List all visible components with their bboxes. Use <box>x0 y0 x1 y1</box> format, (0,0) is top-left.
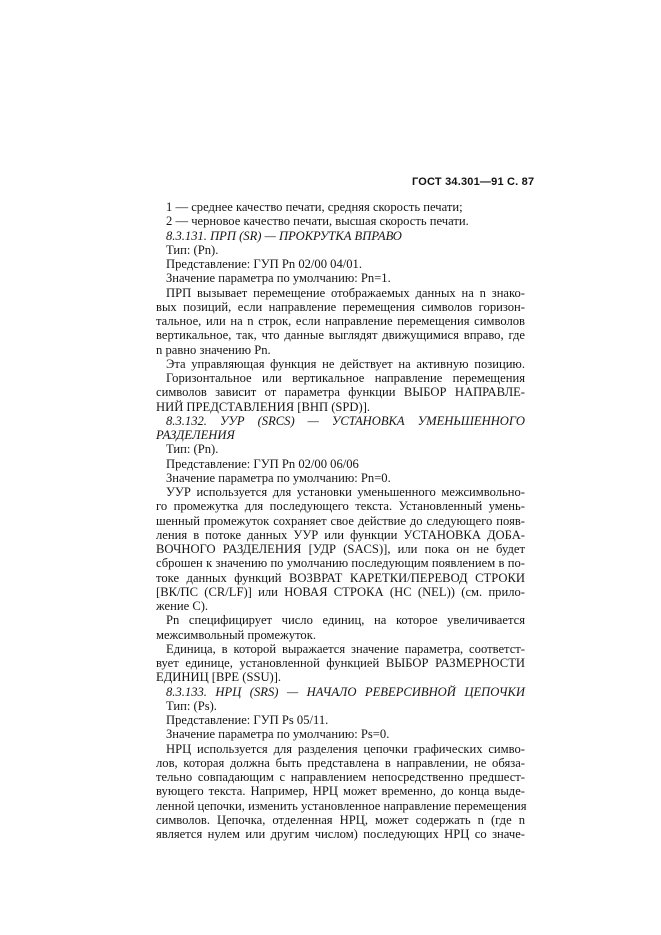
text-line: вых позиций, если направление перемещения символов горизон- <box>156 299 525 314</box>
text-line: вертикальное, так, что данные выглядят движущимися вправо, где <box>156 328 525 343</box>
text-line: символов. Цепочка, отделенная НРЦ, может содержать n (где n <box>156 812 525 827</box>
text-line: лов, которая должна быть представлена в направлении, не обяза- <box>156 755 525 770</box>
text-line: токе данных функций ВОЗВРАТ КАРЕТКИ/ПЕРЕВОД СТРОКИ <box>156 570 525 585</box>
text-line: Представление: ГУП Pn 02/00 06/06 <box>166 456 359 471</box>
text-line: Представление: ГУП Ps 05/11. <box>166 713 329 727</box>
text-line: тальное, или на n строк, если направление перемещения символов <box>156 314 525 328</box>
text-line: ленной цепочки, изменить установленное направление перемещения <box>156 798 527 813</box>
text-line: го промежутка для последующего текста. Установленный умень- <box>156 499 525 514</box>
text-line: является нулем или другим числом) последующих НРЦ со значе- <box>156 827 525 841</box>
text-line: Pn специфицирует число единиц, на которое увеличивается <box>166 613 525 628</box>
text-line: межсимвольный промежуток. <box>156 627 316 642</box>
text-line: Представление: ГУП Pn 02/00 04/01. <box>166 257 362 271</box>
text-line: символов зависит от параметра функции ВЫБОР НАПРАВЛЕ- <box>156 385 525 400</box>
text-line: ПРП вызывает перемещение отображаемых данных на n знако- <box>166 285 525 300</box>
text-line: 1 — среднее качество печати, средняя скорость печати; <box>166 200 463 214</box>
text-line: n равно значению Pn. <box>156 342 271 357</box>
text-line: Эта управляющая функция не действует на активную позицию. <box>166 356 525 371</box>
text-line: [ВК/ПС (CR/LF)] или НОВАЯ СТРОКА (НС (NEL)) (см. прило- <box>156 584 525 599</box>
text-line: НРЦ используется для разделения цепочки графических симво- <box>166 741 525 756</box>
text-line: тельно совпадающим с направлением непосредственно предшест- <box>156 770 525 784</box>
section-heading-line: 8.3.131. ПРП (SR) — ПРОКРУТКА ВПРАВО <box>166 228 402 243</box>
text-line: Единица, в которой выражается значение параметра, соответст- <box>166 641 525 656</box>
text-line: Тип: (Pn). <box>166 242 219 257</box>
text-line: ЕДИНИЦ [ВРЕ (SSU)]. <box>156 670 282 685</box>
text-line: УУР используется для установки уменьшенного межсимвольно- <box>166 485 525 499</box>
text-line: Значение параметра по умолчанию: Pn=1. <box>166 271 391 286</box>
text-line: сброшен к значению по умолчанию последующим появлением в по- <box>156 556 525 571</box>
section-heading-line: 8.3.132. УУР (SRCS) — УСТАНОВКА УМЕНЬШЕННОГО <box>166 413 525 428</box>
text-line: ВОЧНОГО РАЗДЕЛЕНИЯ [УДР (SACS)], или пока он не будет <box>156 542 525 556</box>
text-line: вует единице, установленной функцией ВЫБОР РАЗМЕРНОСТИ <box>156 656 525 670</box>
text-line: вующего текста. Например, НРЦ может временно, до конца выде- <box>156 784 525 799</box>
text-line: ления в потоке данных УУР или функции УСТАНОВКА ДОБА- <box>156 527 525 542</box>
text-line: Горизонтальное или вертикальное направление перемещения <box>166 371 525 385</box>
text-line: Значение параметра по умолчанию: Ps=0. <box>166 727 390 742</box>
text-line: шенный промежуток сохраняет свое действие до следующего появ- <box>156 513 525 528</box>
page-header: ГОСТ 34.301—91 С. 87 <box>412 176 535 188</box>
section-heading-line: РАЗДЕЛЕНИЯ <box>156 428 235 442</box>
text-line: 2 — черновое качество печати, высшая скорость печати. <box>166 214 469 229</box>
body-text <box>156 200 525 841</box>
section-heading-line: 8.3.133. НРЦ (SRS) — НАЧАЛО РЕВЕРСИВНОЙ ЦЕПОЧКИ <box>166 684 525 699</box>
text-line: НИЙ ПРЕДСТАВЛЕНИЯ [ВНП (SPD)]. <box>156 399 371 414</box>
text-line: жение С). <box>156 599 209 613</box>
text-line: Тип: (Ps). <box>166 698 217 713</box>
text-line: Значение параметра по умолчанию: Pn=0. <box>166 470 391 485</box>
text-line: Тип: (Pn). <box>166 442 219 457</box>
